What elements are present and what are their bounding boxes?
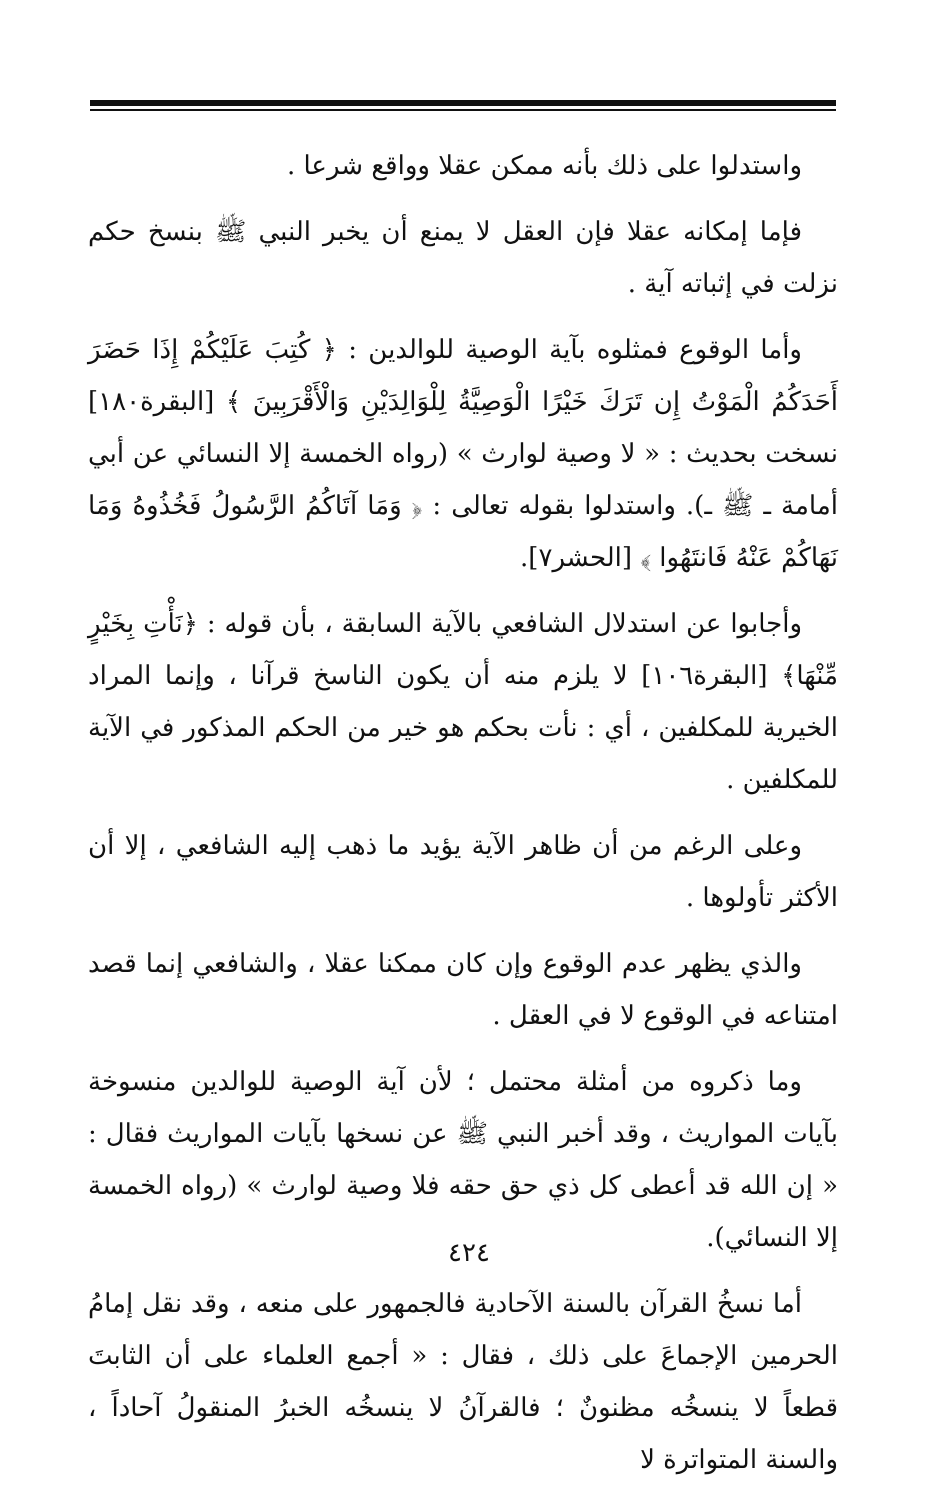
paragraph-7: وما ذكروه من أمثلة محتمل ؛ لأن آية الوصية للوالدين منسوخة بآيات المواريث ، وقد أخبر النبي ﷺ عن نسخها بآيات المواريث فقال : « إن الله قد أعطى كل ذي حق حقه فلا وصية لوارث » (رواه الخمسة إلا النسائي). — [88, 1067, 838, 1253]
page-body — [88, 140, 838, 1500]
header-rule-thick — [90, 100, 836, 106]
paragraph-6: والذي يظهر عدم الوقوع وإن كان ممكنا عقلا ، والشافعي إنما قصد امتناعه في الوقوع لا في العقل . — [88, 949, 838, 1031]
paragraph-8: أما نسخُ القرآن بالسنة الآحادية فالجمهور على منعه ، وقد نقل إمامُ الحرمين الإجماعَ على ذلك ، فقال : « أجمع العلماء على أن الثابتَ قطعاً لا ينسخُه مظنونٌ ؛ فالقرآنُ لا ينسخُه الخبرُ المنقولُ آحاداً ، والسنة المتواترة لا — [88, 1289, 838, 1475]
header-rule-thin — [90, 109, 836, 111]
paragraph-4: وأجابوا عن استدلال الشافعي بالآية السابقة ، بأن قوله : ﴿نَأْتِ بِخَيْرٍ مِّنْهَا﴾ [البقرة١٠٦] لا يلزم منه أن يكون الناسخ قرآنا ، وإنما المراد الخيرية للمكلفين ، أي : نأت بحكم هو خير من الحكم المذكور في الآية للمكلفين . — [88, 609, 838, 795]
page-number: ٤٢٤ — [448, 1238, 490, 1268]
paragraph-3: وأما الوقوع فمثلوه بآية الوصية للوالدين : ﴿ كُتِبَ عَلَيْكُمْ إِذَا حَضَرَ أَحَدَكُمُ الْمَوْتُ إِن تَرَكَ خَيْرًا الْوَصِيَّةُ لِلْوَالِدَيْنِ وَالْأَقْرَبِينَ ﴾ [البقرة١٨٠] نسخت بحديث : « لا وصية لوارث » (رواه الخمسة إلا النسائي عن أبي أمامة ـ ﷺ ـ). واستدلوا بقوله تعالى : ﴿ وَمَا آتَاكُمُ الرَّسُولُ فَخُذُوهُ وَمَا نَهَاكُمْ عَنْهُ فَانتَهُوا ﴾ [الحشر٧]. — [88, 335, 838, 573]
paragraph-2: فإما إمكانه عقلا فإن العقل لا يمنع أن يخبر النبي ﷺ بنسخ حكم نزلت في إثباته آية . — [88, 217, 838, 299]
paragraph-1: واستدلوا على ذلك بأنه ممكن عقلا وواقع شرعا . — [286, 151, 802, 181]
paragraph-5: وعلى الرغم من أن ظاهر الآية يؤيد ما ذهب إليه الشافعي ، إلا أن الأكثر تأولوها . — [88, 831, 838, 913]
